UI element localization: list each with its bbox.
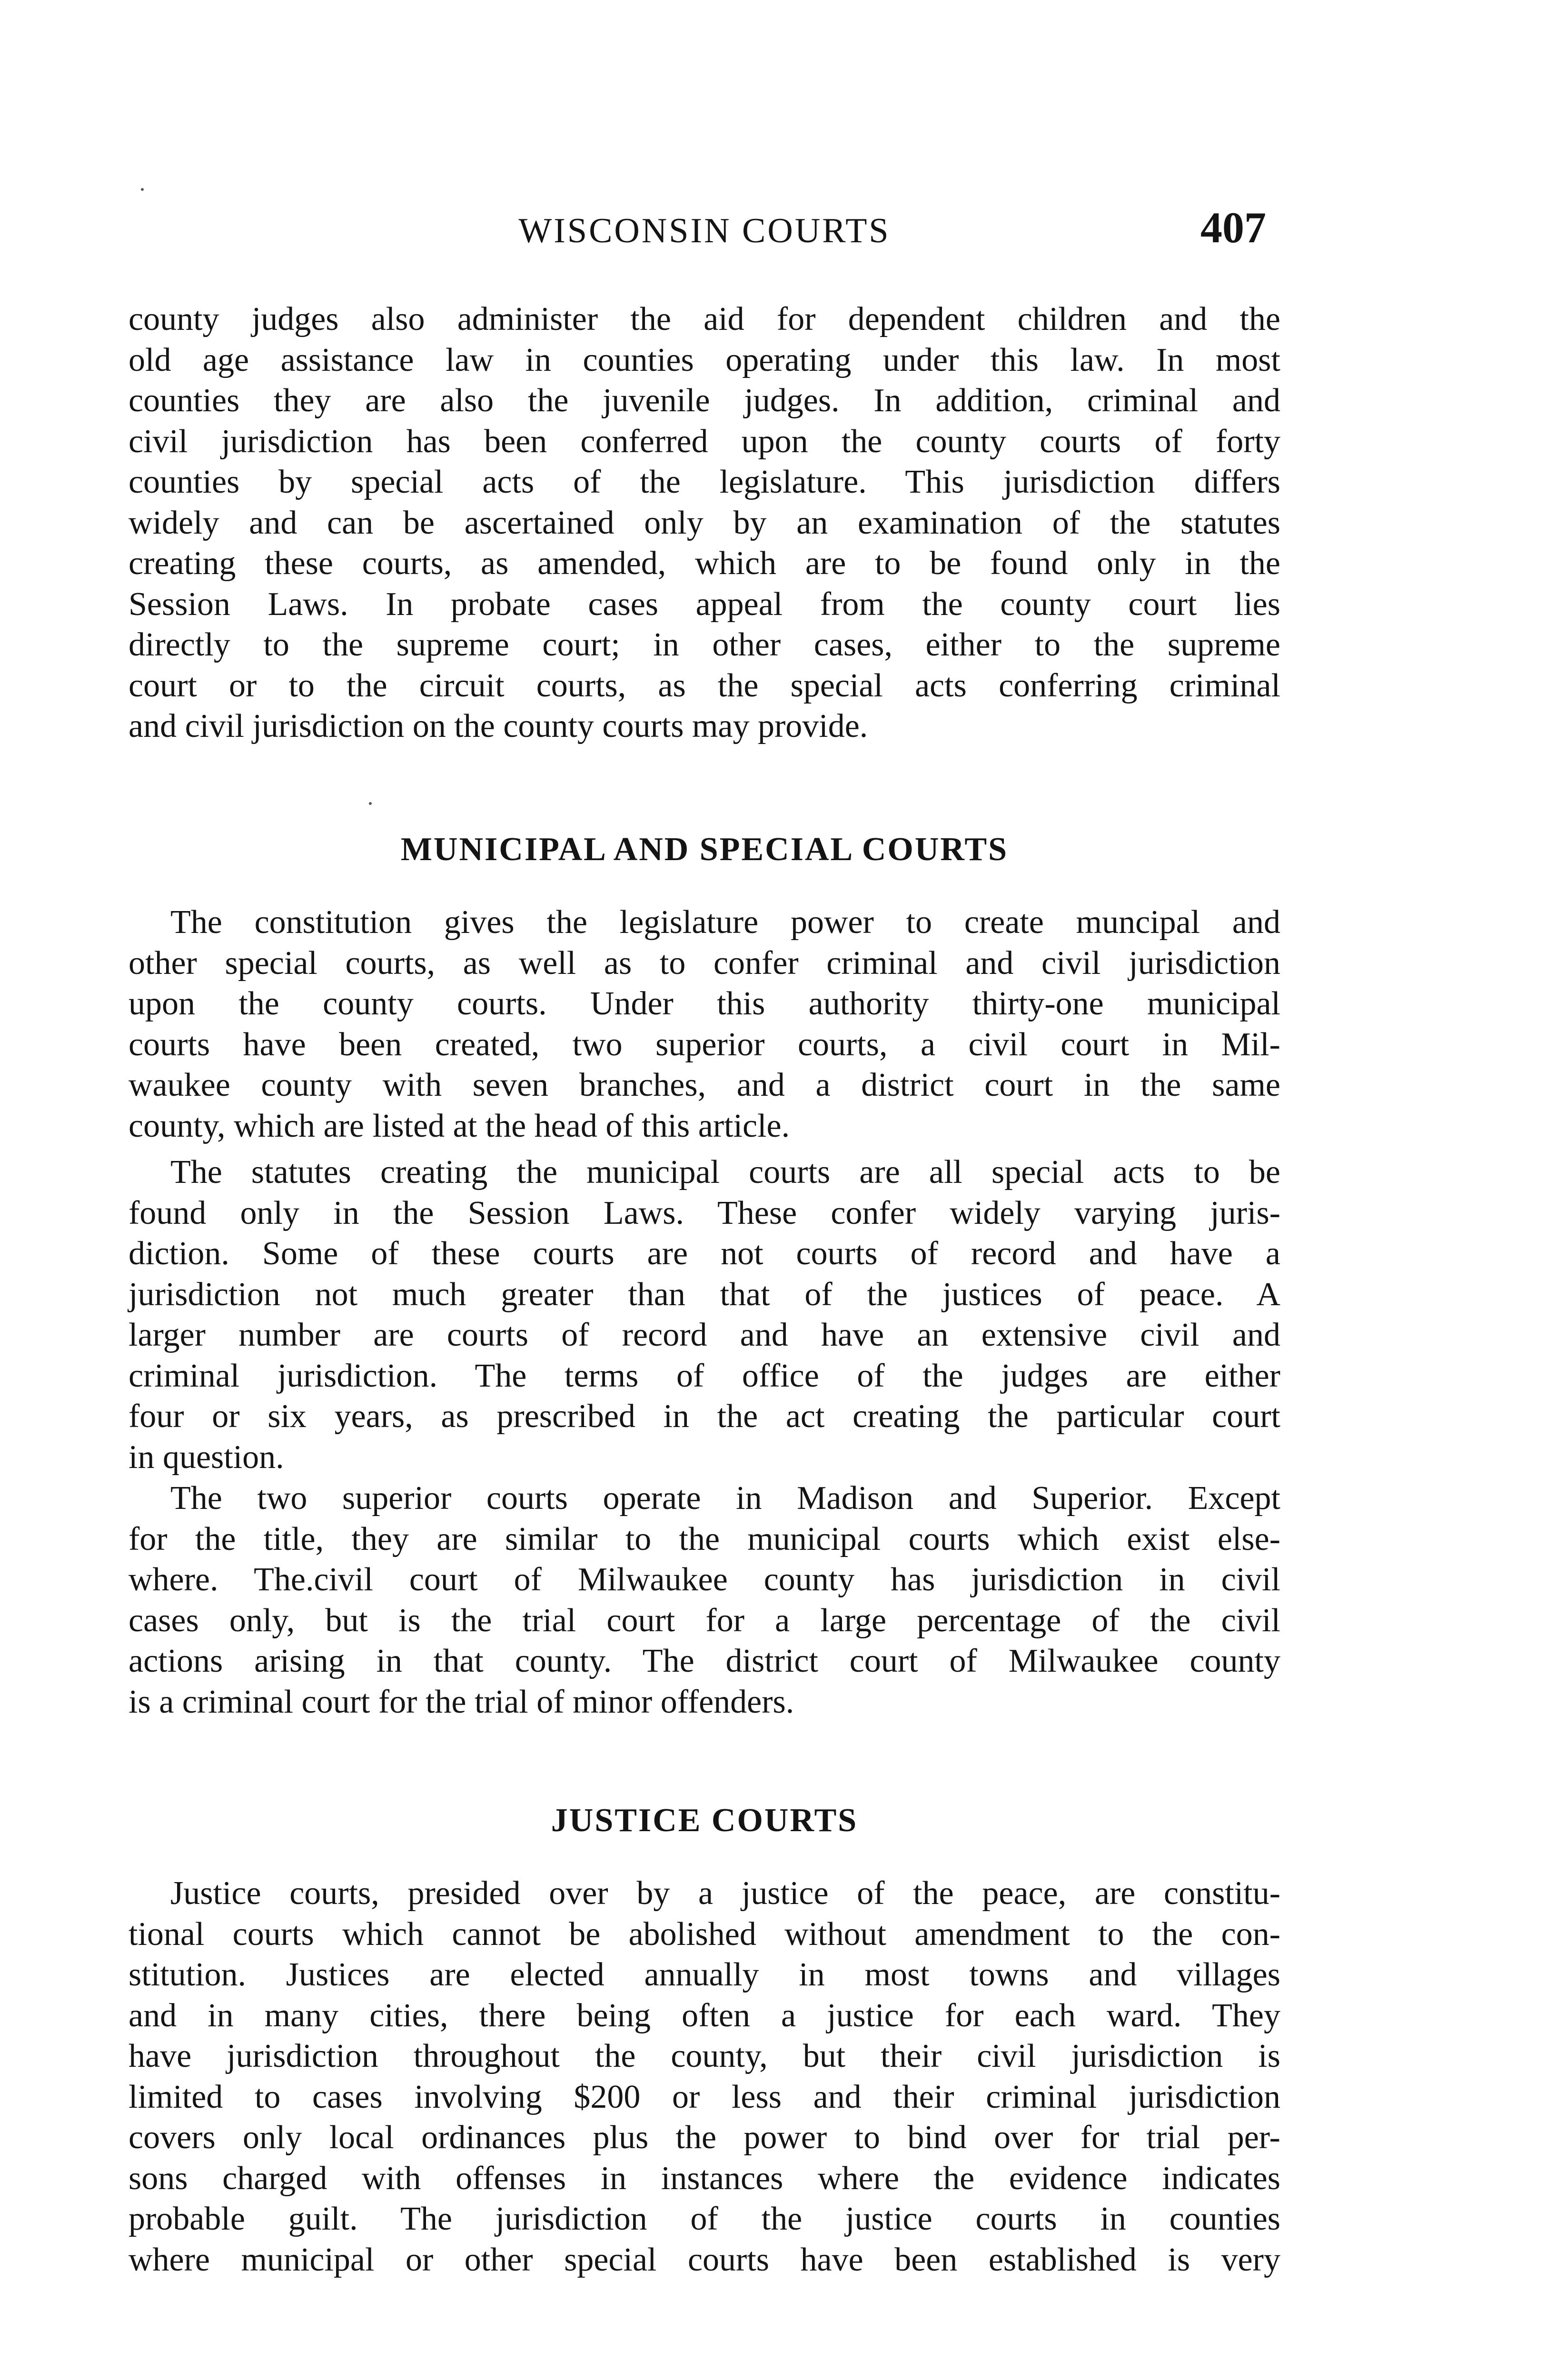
text-line: limited to cases involving $200 or less and their criminal jurisdiction	[129, 2078, 1280, 2115]
text-line: old age assistance law in counties operating under this law. In most	[129, 341, 1280, 378]
text-line: where. The.civil court of Milwaukee county has jurisdiction in civil	[129, 1561, 1280, 1598]
text-line: widely and can be ascertained only by an examination of the statutes	[129, 504, 1280, 541]
text-line: larger number are courts of record and have an extensive civil and	[129, 1317, 1280, 1353]
text-line: tional courts which cannot be abolished without amendment to the con-	[129, 1915, 1280, 1953]
justice-paragraph-1	[129, 1873, 1280, 2280]
municipal-paragraph-3	[129, 1478, 1280, 1722]
text-line: The constitution gives the legislature power to create muncipal and	[170, 904, 1280, 941]
intro-paragraph	[129, 299, 1280, 747]
text-line: and in many cities, there being often a justice for each ward. They	[129, 1997, 1280, 2034]
text-line: The statutes creating the municipal courts are all special acts to be	[170, 1154, 1280, 1190]
text-line: waukee county with seven branches, and a district court in the same	[129, 1067, 1280, 1103]
text-line: counties by special acts of the legislature. This jurisdiction differs	[129, 464, 1280, 500]
text-line: counties they are also the juvenile judges. In addition, criminal and	[129, 382, 1280, 419]
text-line: county, which are listed at the head of this article.	[129, 1107, 790, 1144]
text-line: where municipal or other special courts have been established is very	[129, 2241, 1280, 2278]
text-line: Justice courts, presided over by a justice of the peace, are constitu-	[170, 1875, 1280, 1912]
text-line: have jurisdiction throughout the county, but their civil jurisdiction is	[129, 2038, 1280, 2074]
running-title: WISCONSIN COURTS	[518, 211, 891, 250]
municipal-paragraph-1	[129, 902, 1280, 1146]
text-line: upon the county courts. Under this authority thirty-one municipal	[129, 985, 1280, 1022]
text-line: The two superior courts operate in Madison and Superior. Except	[170, 1480, 1280, 1517]
text-line: Session Laws. In probate cases appeal from the county court lies	[129, 585, 1280, 623]
text-line: county judges also administer the aid for dependent children and the	[129, 301, 1280, 337]
text-line: actions arising in that county. The district court of Milwaukee county	[129, 1643, 1280, 1679]
municipal-paragraph-2	[129, 1152, 1280, 1478]
text-line: other special courts, as well as to confer criminal and civil jurisdiction	[129, 944, 1280, 982]
text-line: covers only local ordinances plus the power to bind over for trial per-	[129, 2119, 1280, 2156]
text-line: and civil jurisdiction on the county courts may provide.	[129, 708, 868, 744]
text-line: criminal jurisdiction. The terms of office of the judges are either	[129, 1357, 1280, 1394]
text-line: is a criminal court for the trial of minor offenders.	[129, 1683, 794, 1720]
text-line: creating these courts, as amended, which are to be found only in the	[129, 545, 1280, 582]
text-line: cases only, but is the trial court for a large percentage of the civil	[129, 1602, 1280, 1639]
ink-speck	[369, 802, 372, 805]
page-number: 407	[1200, 203, 1266, 252]
text-line: jurisdiction not much greater than that of the justices of peace. A	[129, 1276, 1280, 1313]
text-line: court or to the circuit courts, as the special acts conferring criminal	[129, 667, 1280, 704]
text-line: courts have been created, two superior courts, a civil court in Mil-	[129, 1026, 1280, 1063]
section-heading-justice: JUSTICE COURTS	[551, 1802, 858, 1839]
text-line: stitution. Justices are elected annually in most towns and villages	[129, 1956, 1280, 1993]
text-line: found only in the Session Laws. These confer widely varying juris-	[129, 1194, 1280, 1231]
text-line: directly to the supreme court; in other cases, either to the supreme	[129, 626, 1280, 663]
text-line: sons charged with offenses in instances where the evidence indicates	[129, 2160, 1280, 2197]
ink-speck	[141, 188, 144, 191]
section-heading-municipal: MUNICIPAL AND SPECIAL COURTS	[400, 831, 1009, 868]
running-header	[129, 202, 1280, 255]
text-line: civil jurisdiction has been conferred upon the county courts of forty	[129, 423, 1280, 460]
text-line: for the title, they are similar to the municipal courts which exist else-	[129, 1520, 1280, 1557]
text-line: diction. Some of these courts are not courts of record and have a	[129, 1235, 1280, 1272]
text-line: probable guilt. The jurisdiction of the justice courts in counties	[129, 2201, 1280, 2237]
text-line: in question.	[129, 1438, 284, 1476]
text-line: four or six years, as prescribed in the act creating the particular court	[129, 1398, 1280, 1435]
